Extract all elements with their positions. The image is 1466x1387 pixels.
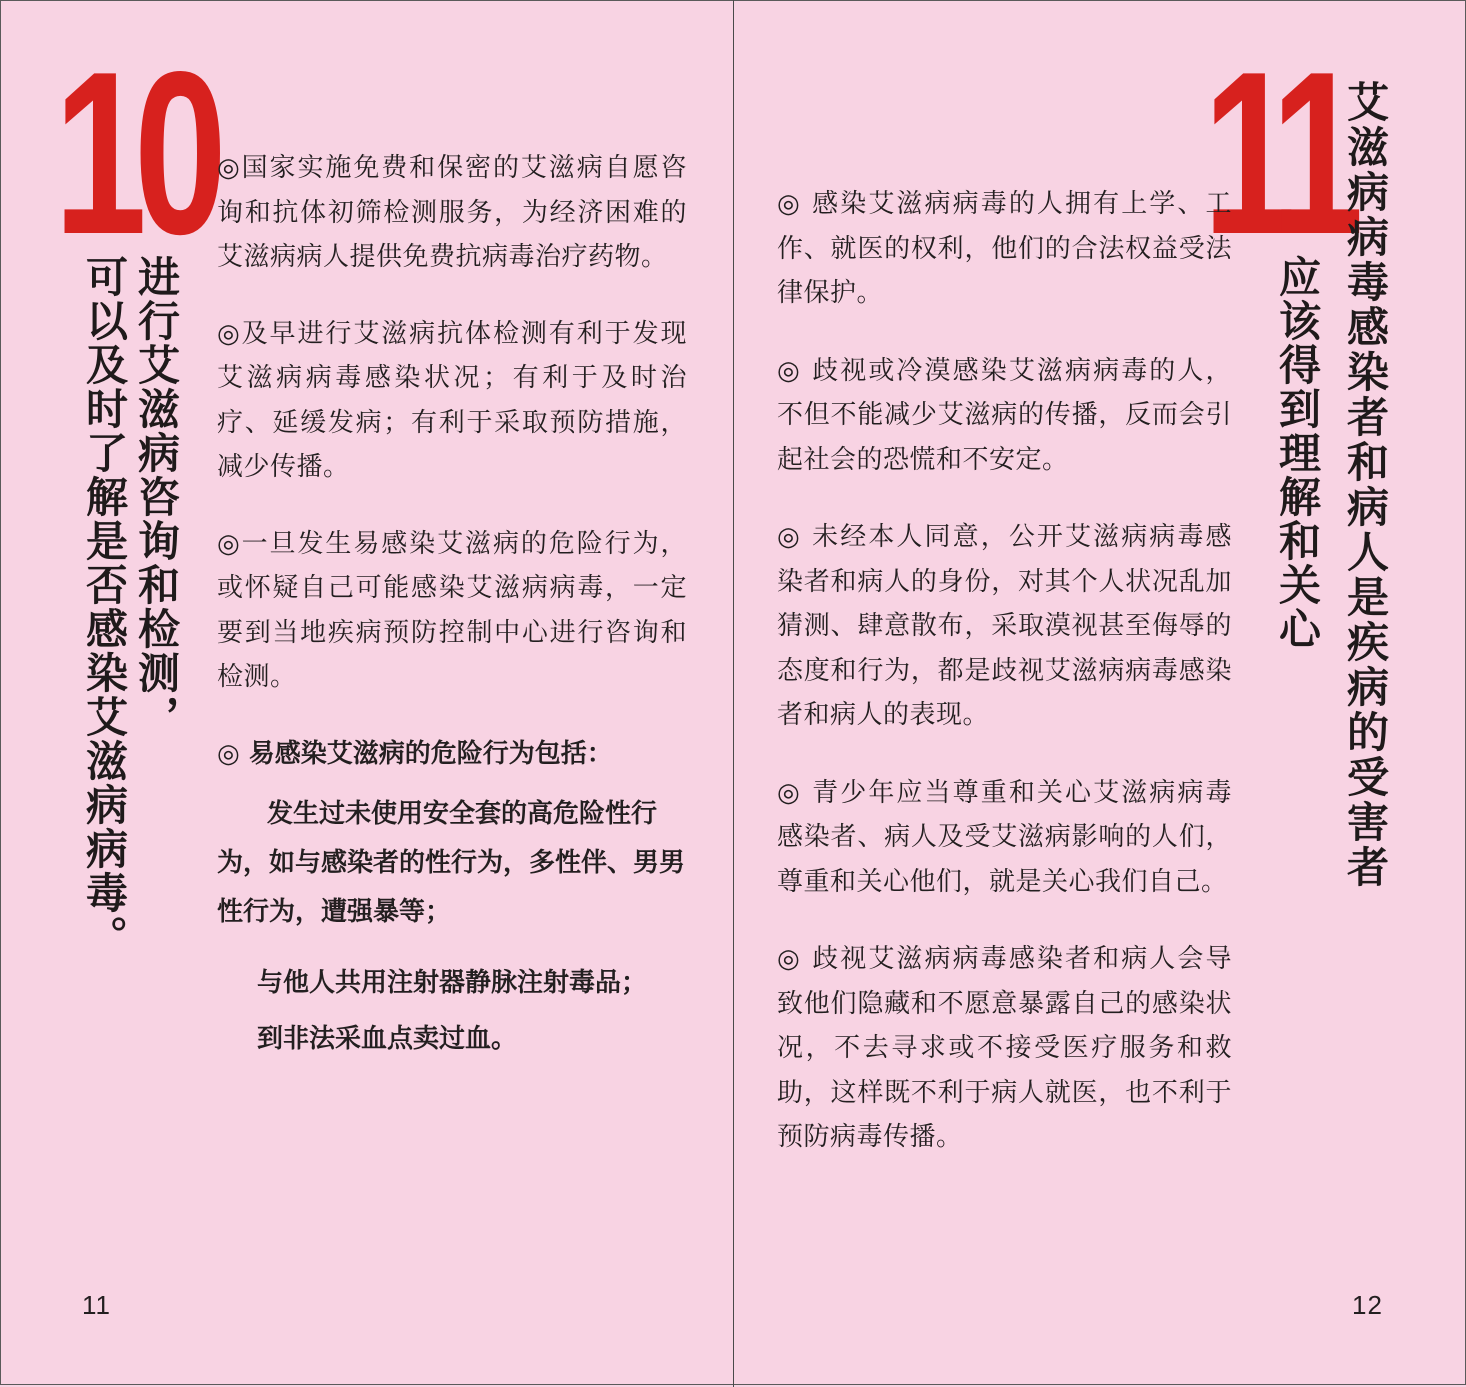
right-paragraph-3: ◎ 未经本人同意，公开艾滋病病毒感染者和病人的身份，对其个人状况乱加猜测、肆意散布，采取漠视甚至侮辱的态度和行为，都是歧视艾滋病病毒感染者和病人的表现。	[777, 522, 1232, 730]
left-paragraph-2: ◎及早进行艾滋病抗体检测有利于发现艾滋病病毒感染状况；有利于及时治疗、延缓发病；有利于采取预防措施，减少传播。	[217, 318, 687, 482]
left-title-line-2: 可以及时了解是否感染艾滋病病毒。	[80, 255, 129, 959]
section-number-11: 11	[1203, 24, 1348, 283]
section-number-10: 10	[54, 24, 214, 283]
right-body	[777, 182, 1232, 1193]
page-number-left: 11	[82, 1290, 111, 1320]
risk-item-1: 发生过未使用安全套的高危险性行为，如与感染者的性行为，多性伴、男男性行为，遭强暴等；	[217, 798, 686, 927]
page-divider	[733, 0, 734, 1387]
risk-heading: ◎ 易感染艾滋病的危险行为包括：	[217, 738, 613, 769]
right-paragraph-2: ◎ 歧视或冷漠感染艾滋病病毒的人，不但不能减少艾滋病的传播，反而会引起社会的恐慌和不安定。	[777, 355, 1232, 475]
left-paragraph-1: ◎国家实施免费和保密的艾滋病自愿咨询和抗体初筛检测服务，为经济困难的艾滋病病人提供免费抗病毒治疗药物。	[217, 153, 687, 272]
right-title-line-1: 艾滋病病毒感染者和病人是疾病的受害者	[1341, 80, 1390, 890]
right-paragraph-1: ◎ 感染艾滋病病毒的人拥有上学、工作、就医的权利，他们的合法权益受法律保护。	[777, 189, 1232, 308]
page-number-right: 12	[1352, 1290, 1383, 1320]
risk-item-2: 与他人共用注射器静脉注射毒品；	[257, 967, 648, 998]
left-title-line-1: 进行艾滋病咨询和检测，	[132, 255, 181, 739]
right-paragraph-4: ◎ 青少年应当尊重和关心艾滋病病毒感染者、病人及受艾滋病影响的人们，尊重和关心他们，就是关心我们自己。	[777, 777, 1232, 897]
right-title-line-2: 应该得到理解和关心	[1273, 255, 1322, 651]
left-paragraph-3: ◎一旦发生易感染艾滋病的危险行为，或怀疑自己可能感染艾滋病病毒，一定要到当地疾病预防控制中心进行咨询和检测。	[217, 528, 687, 692]
left-body	[217, 146, 687, 1067]
risk-item-3: 到非法采血点卖过血。	[257, 1023, 518, 1054]
right-paragraph-5: ◎ 歧视艾滋病病毒感染者和病人会导致他们隐藏和不愿意暴露自己的感染状况，不去寻求或不接受医疗服务和救助，这样既不利于病人就医，也不利于预防病毒传播。	[777, 944, 1232, 1152]
